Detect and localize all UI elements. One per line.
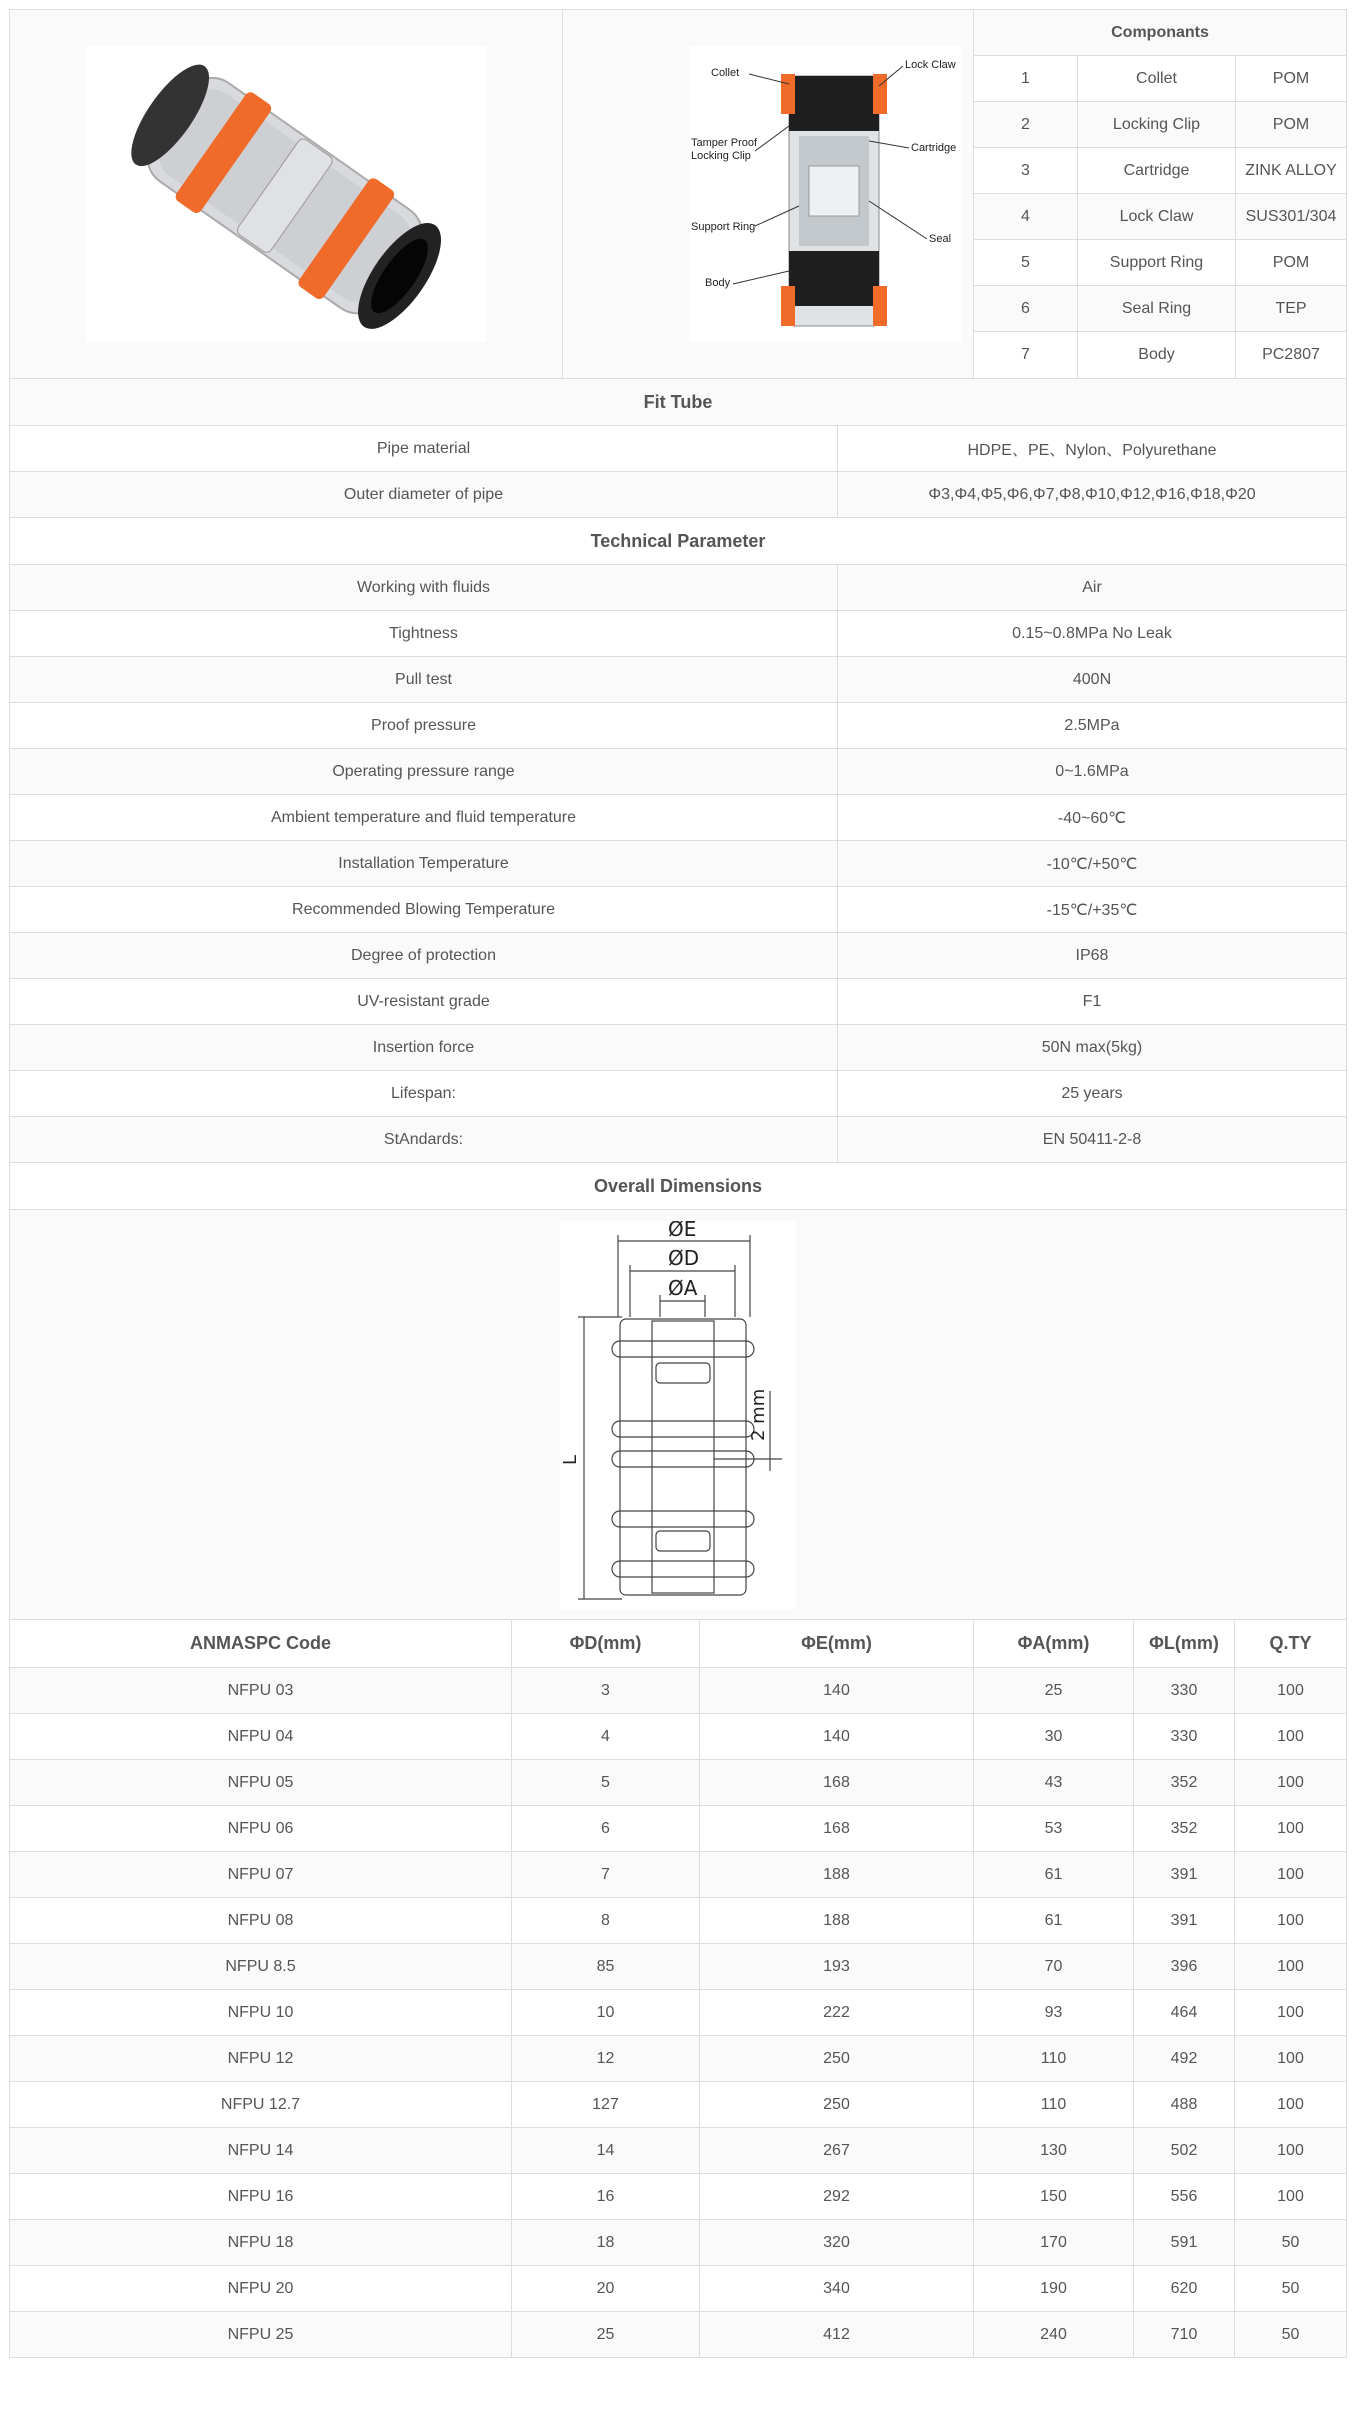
- table-cell: NFPU 08: [227, 1911, 294, 1929]
- table-cell: 100: [1234, 1944, 1346, 1989]
- dim-label-d: ØD: [668, 1245, 700, 1270]
- table-cell: 100: [1234, 1990, 1346, 2035]
- table-cell: 14: [511, 2128, 699, 2173]
- table-cell: 150: [973, 2174, 1133, 2219]
- table-cell: NFPU 18: [227, 2233, 294, 2251]
- table-cell: 710: [1133, 2312, 1234, 2357]
- table-row: [9, 2174, 1347, 2220]
- table-cell: 93: [973, 1990, 1133, 2035]
- table-cell: 100: [1234, 2082, 1346, 2127]
- table-cell: 464: [1133, 1990, 1234, 2035]
- table-cell: 250: [699, 2082, 973, 2127]
- table-cell: NFPU 03: [227, 1681, 294, 1699]
- technical-row: Tightness 0.15~0.8MPa No Leak: [9, 611, 1347, 657]
- table-cell: 330: [1133, 1714, 1234, 1759]
- technical-row: Recommended Blowing Temperature -15℃/+35℃: [9, 887, 1347, 933]
- table-cell: 267: [699, 2128, 973, 2173]
- table-cell: 127: [511, 2082, 699, 2127]
- table-cell: 502: [1133, 2128, 1234, 2173]
- code-table-header: ANMASPC Code ΦD(mm) ΦE(mm) ΦA(mm) ΦL(mm) Q.TY: [9, 1620, 1347, 1668]
- table-cell: NFPU 12.7: [220, 2095, 301, 2113]
- dim-label-l: L: [560, 1454, 581, 1465]
- table-row: [9, 1714, 1347, 1760]
- technical-row: Lifespan: 25 years: [9, 1071, 1347, 1117]
- technical-row: Degree of protection IP68: [9, 933, 1347, 979]
- table-cell: 396: [1133, 1944, 1234, 1989]
- technical-row: Insertion force 50N max(5kg): [9, 1025, 1347, 1071]
- table-cell: NFPU 05: [227, 1773, 294, 1791]
- table-cell: NFPU 07: [227, 1865, 294, 1883]
- table-cell: 193: [699, 1944, 973, 1989]
- table-row: [9, 2082, 1347, 2128]
- label-locking-clip: Locking Clip: [691, 150, 751, 162]
- table-cell: 30: [973, 1714, 1133, 1759]
- component-row: 6 Seal Ring TEP: [974, 286, 1346, 332]
- table-cell: 100: [1234, 1898, 1346, 1943]
- technical-row: Pull test 400N: [9, 657, 1347, 703]
- technical-row: Proof pressure 2.5MPa: [9, 703, 1347, 749]
- table-cell: 18: [511, 2220, 699, 2265]
- technical-row: Operating pressure range 0~1.6MPa: [9, 749, 1347, 795]
- table-cell: 25: [973, 1668, 1133, 1713]
- table-cell: 492: [1133, 2036, 1234, 2081]
- technical-row: Ambient temperature and fluid temperature -40~60℃: [9, 795, 1347, 841]
- table-cell: 100: [1234, 1852, 1346, 1897]
- table-cell: NFPU 20: [227, 2279, 294, 2297]
- table-row: [9, 1852, 1347, 1898]
- fit-tube-row: Outer diameter of pipe Φ3,Φ4,Φ5,Φ6,Φ7,Φ8,Φ10,Φ12,Φ16,Φ18,Φ20: [9, 472, 1347, 518]
- table-cell: 130: [973, 2128, 1133, 2173]
- table-cell: 61: [973, 1852, 1133, 1897]
- table-cell: 53: [973, 1806, 1133, 1851]
- label-cartridge: Cartridge: [911, 142, 957, 154]
- table-cell: 412: [699, 2312, 973, 2357]
- table-row: [9, 1990, 1347, 2036]
- table-cell: 50: [1234, 2266, 1346, 2311]
- table-cell: 12: [511, 2036, 699, 2081]
- fit-tube-title: Fit Tube: [9, 379, 1347, 426]
- table-cell: NFPU 12: [227, 2049, 294, 2067]
- table-cell: 100: [1234, 1760, 1346, 1805]
- table-cell: 140: [699, 1714, 973, 1759]
- fit-tube-row: Pipe material HDPE、PE、Nylon、Polyurethane: [9, 426, 1347, 472]
- table-cell: 168: [699, 1760, 973, 1805]
- technical-row: UV-resistant grade F1: [9, 979, 1347, 1025]
- components-title: Componants: [1111, 23, 1209, 41]
- table-row: [9, 1944, 1347, 1990]
- table-cell: 140: [699, 1668, 973, 1713]
- table-cell: 352: [1133, 1806, 1234, 1851]
- table-cell: 50: [1234, 2220, 1346, 2265]
- label-seal: Seal: [929, 233, 952, 245]
- exploded-diagram: [689, 46, 961, 342]
- table-cell: 488: [1133, 2082, 1234, 2127]
- component-row: 3 Cartridge ZINK ALLOY: [974, 148, 1346, 194]
- table-cell: 222: [699, 1990, 973, 2035]
- exploded-view-panel: [563, 10, 974, 378]
- table-row: [9, 1898, 1347, 1944]
- dimension-drawing-panel: [9, 1210, 1347, 1620]
- table-cell: 43: [973, 1760, 1133, 1805]
- technical-row: StAndards: EN 50411-2-8: [9, 1117, 1347, 1163]
- component-row: 2 Locking Clip POM: [974, 102, 1346, 148]
- table-cell: 330: [1133, 1668, 1234, 1713]
- dim-label-e: ØE: [668, 1220, 697, 1241]
- table-cell: 110: [973, 2082, 1133, 2127]
- code-table-body: [9, 1668, 1347, 2358]
- table-cell: NFPU 14: [227, 2141, 294, 2159]
- technical-row: Working with fluids Air: [9, 565, 1347, 611]
- table-row: [9, 2036, 1347, 2082]
- table-cell: 340: [699, 2266, 973, 2311]
- table-cell: 100: [1234, 2128, 1346, 2173]
- table-cell: 110: [973, 2036, 1133, 2081]
- table-cell: 391: [1133, 1898, 1234, 1943]
- table-cell: 292: [699, 2174, 973, 2219]
- label-lock-claw: Lock Claw: [905, 59, 956, 71]
- label-collet: Collet: [711, 67, 740, 79]
- table-cell: 16: [511, 2174, 699, 2219]
- table-row: [9, 2312, 1347, 2358]
- table-cell: 8: [511, 1898, 699, 1943]
- table-row: [9, 1760, 1347, 1806]
- table-cell: 6: [511, 1806, 699, 1851]
- label-body: Body: [705, 277, 731, 289]
- table-cell: NFPU 25: [227, 2325, 294, 2343]
- table-cell: 7: [511, 1852, 699, 1897]
- table-cell: NFPU 10: [227, 2003, 294, 2021]
- table-cell: 100: [1234, 1668, 1346, 1713]
- table-row: [9, 1806, 1347, 1852]
- table-cell: 85: [511, 1944, 699, 1989]
- table-cell: 250: [699, 2036, 973, 2081]
- table-cell: 591: [1133, 2220, 1234, 2265]
- table-row: [9, 2220, 1347, 2266]
- table-cell: 70: [973, 1944, 1133, 1989]
- table-cell: 3: [511, 1668, 699, 1713]
- table-cell: 391: [1133, 1852, 1234, 1897]
- dimension-drawing: [560, 1221, 796, 1609]
- table-cell: 61: [973, 1898, 1133, 1943]
- table-row: [9, 2266, 1347, 2312]
- dim-label-mm: 2 mm: [748, 1388, 769, 1441]
- table-cell: 25: [511, 2312, 699, 2357]
- table-cell: 188: [699, 1898, 973, 1943]
- technical-row: Installation Temperature -10℃/+50℃: [9, 841, 1347, 887]
- table-cell: NFPU 8.5: [225, 1957, 296, 1975]
- table-cell: 100: [1234, 2036, 1346, 2081]
- components-table: [974, 10, 1346, 378]
- label-tamper: Tamper Proof: [691, 137, 758, 149]
- table-cell: NFPU 06: [227, 1819, 294, 1837]
- table-cell: 100: [1234, 1714, 1346, 1759]
- top-section: [9, 9, 1347, 379]
- label-support-ring: Support Ring: [691, 221, 756, 233]
- table-cell: 352: [1133, 1760, 1234, 1805]
- table-cell: 188: [699, 1852, 973, 1897]
- spec-sheet: [9, 9, 1347, 2358]
- table-cell: NFPU 16: [227, 2187, 294, 2205]
- table-cell: 4: [511, 1714, 699, 1759]
- dimensions-title: Overall Dimensions: [9, 1163, 1347, 1210]
- product-photo: [86, 46, 486, 342]
- table-cell: 620: [1133, 2266, 1234, 2311]
- table-cell: 100: [1234, 1806, 1346, 1851]
- table-cell: NFPU 04: [227, 1727, 294, 1745]
- component-row: 7 Body PC2807: [974, 332, 1346, 378]
- table-cell: 168: [699, 1806, 973, 1851]
- component-row: 1 Collet POM: [974, 56, 1346, 102]
- table-cell: 50: [1234, 2312, 1346, 2357]
- dim-label-a: ØA: [668, 1275, 698, 1300]
- table-cell: 556: [1133, 2174, 1234, 2219]
- table-cell: 240: [973, 2312, 1133, 2357]
- table-cell: 170: [973, 2220, 1133, 2265]
- table-cell: 320: [699, 2220, 973, 2265]
- table-cell: 190: [973, 2266, 1133, 2311]
- technical-title: Technical Parameter: [9, 518, 1347, 565]
- component-row: 4 Lock Claw SUS301/304: [974, 194, 1346, 240]
- product-photo-panel: [10, 10, 563, 378]
- table-row: [9, 2128, 1347, 2174]
- table-cell: 20: [511, 2266, 699, 2311]
- table-cell: 10: [511, 1990, 699, 2035]
- table-cell: 100: [1234, 2174, 1346, 2219]
- table-row: [9, 1668, 1347, 1714]
- table-cell: 5: [511, 1760, 699, 1805]
- component-row: 5 Support Ring POM: [974, 240, 1346, 286]
